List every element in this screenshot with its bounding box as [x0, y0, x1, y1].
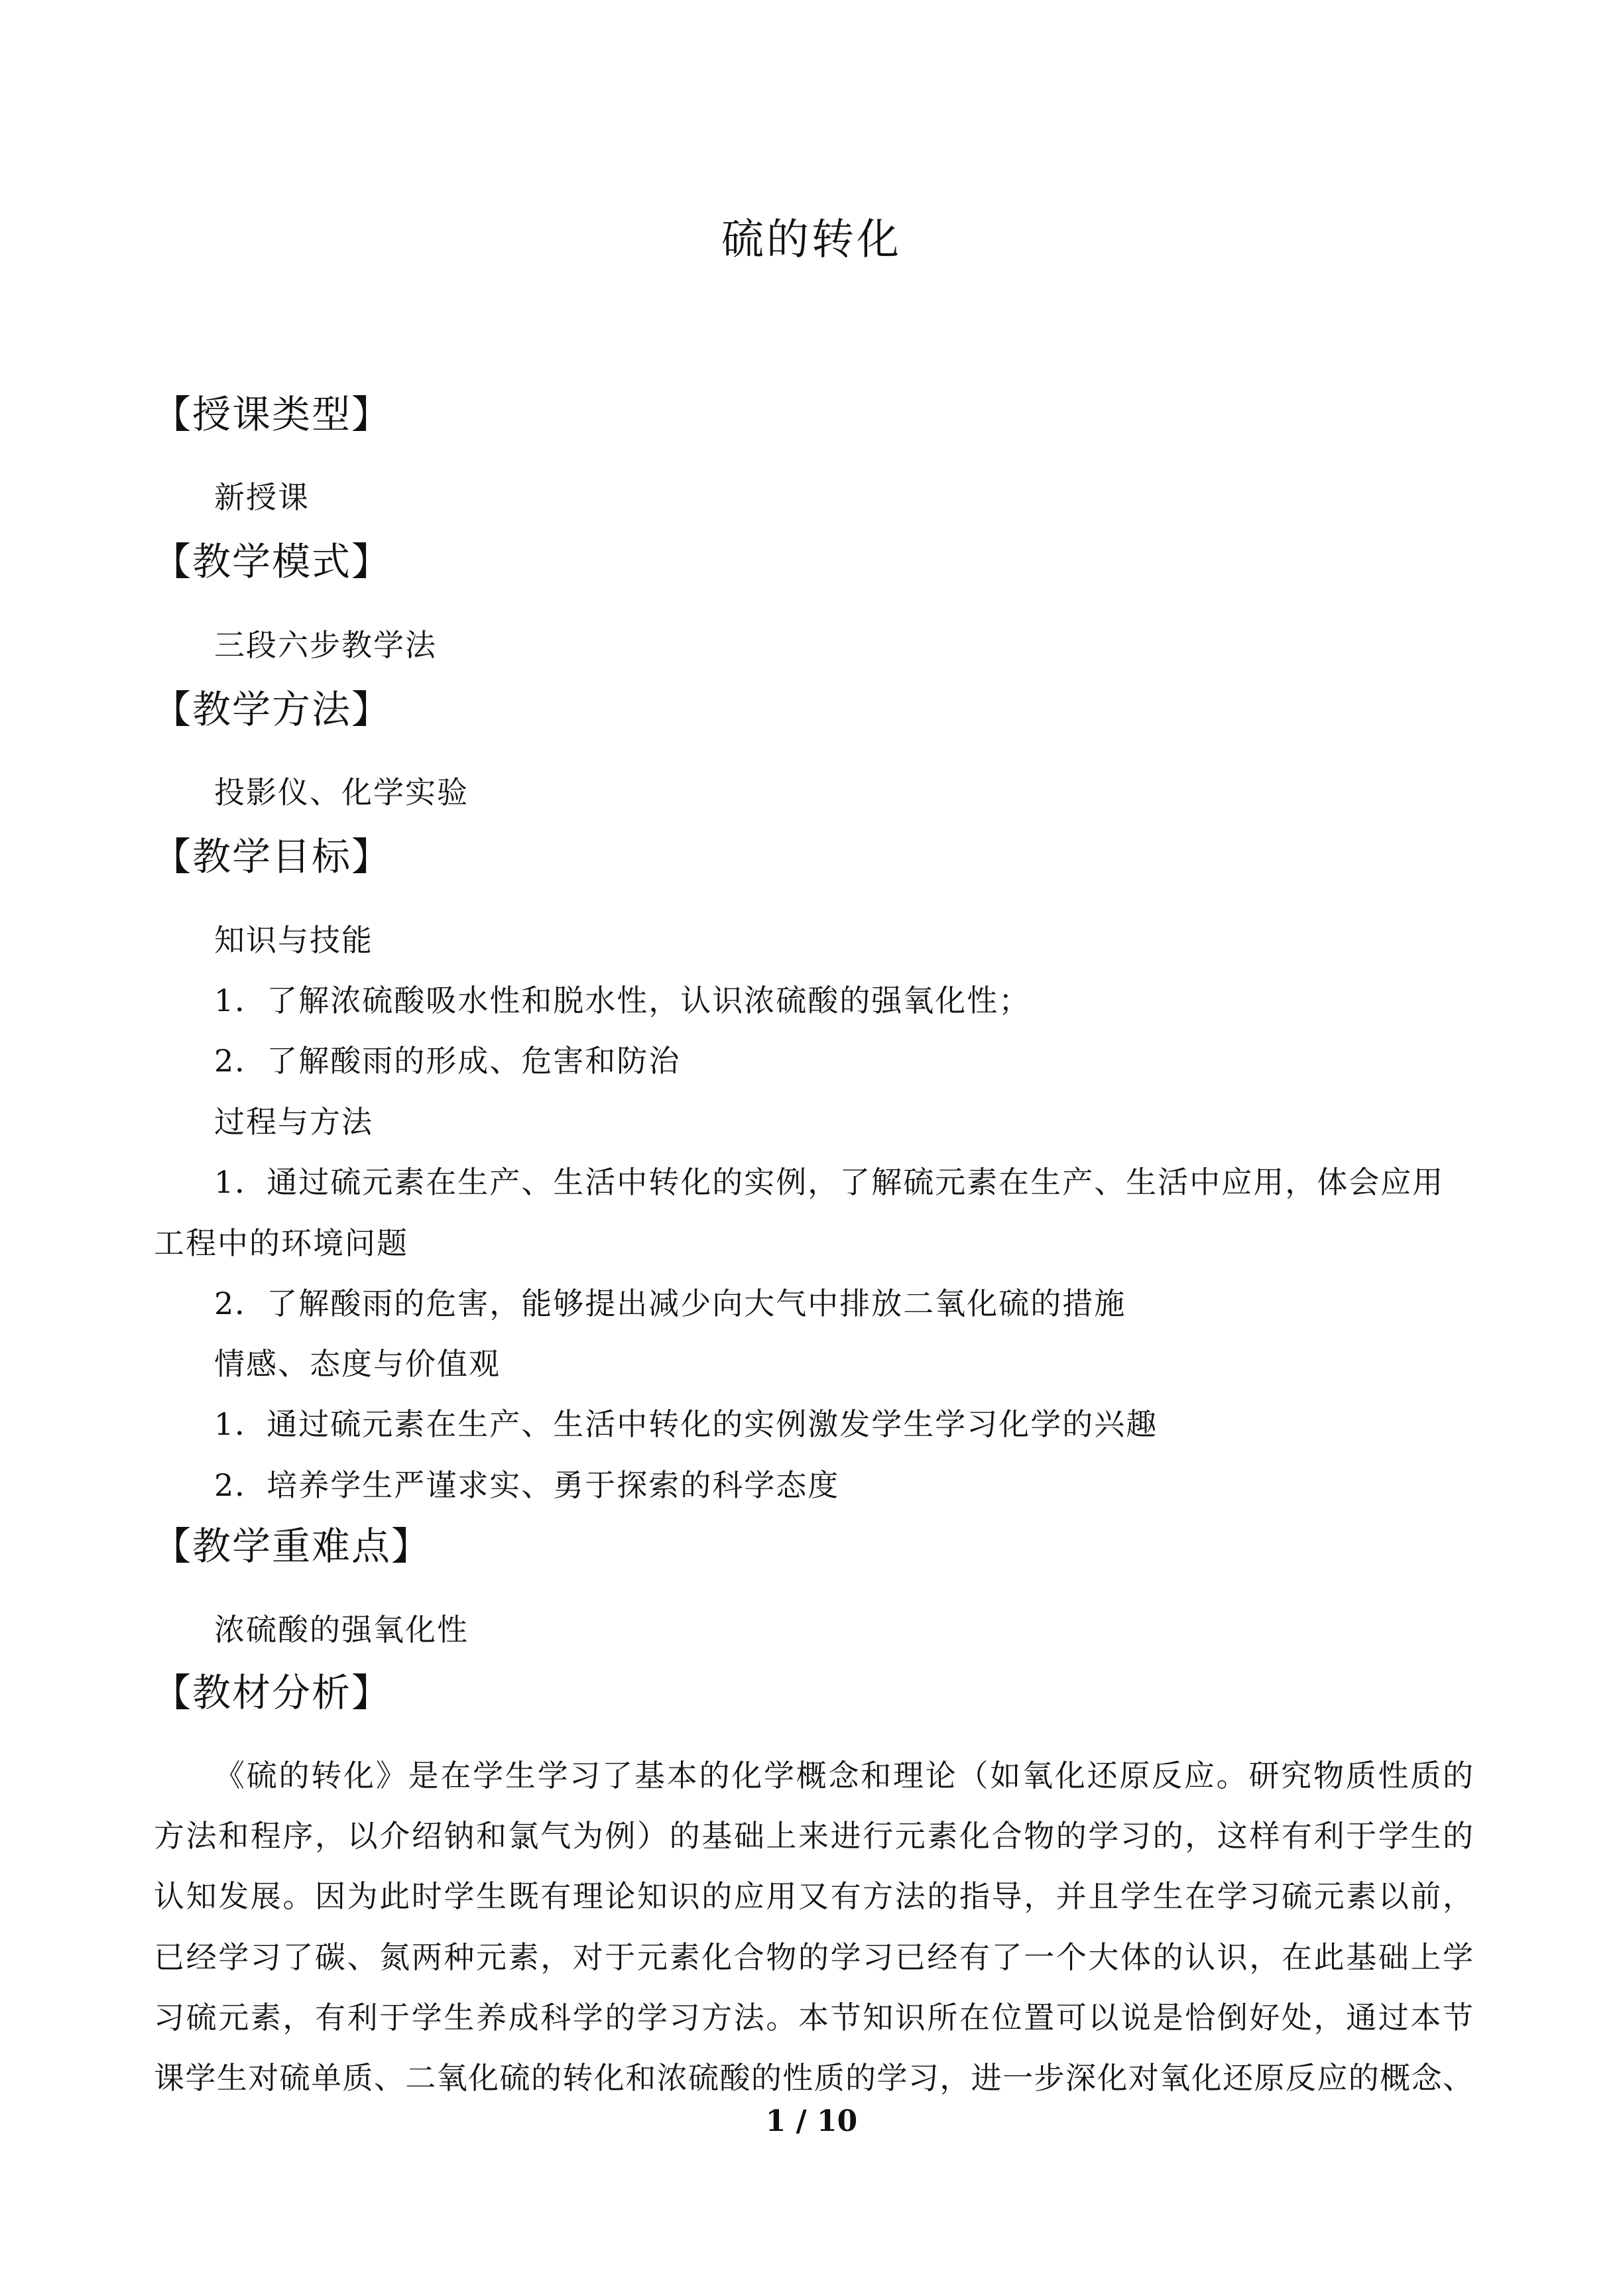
goal-line: 2．了解酸雨的危害，能够提出减少向大气中排放二氧化硫的措施 [214, 1286, 1126, 1321]
section-heading-lesson-type: 【授课类型】 [152, 392, 392, 437]
goal-line: 2．培养学生严谨求实、勇于探索的科学态度 [214, 1467, 840, 1503]
paragraph-line: 认知发展。因为此时学生既有理论知识的应用又有方法的指导，并且学生在学习硫元素以前， [154, 1878, 1473, 1914]
key-points-content: 浓硫酸的强氧化性 [214, 1612, 469, 1648]
document-title: 硫的转化 [721, 215, 902, 265]
teaching-method-content: 投影仪、化学实验 [214, 774, 469, 810]
goal-line: 2．了解酸雨的形成、危害和防治 [214, 1043, 681, 1079]
goal-line: 情感、态度与价值观 [214, 1346, 501, 1382]
section-heading-teaching-mode: 【教学模式】 [152, 539, 392, 584]
section-heading-textbook-analysis: 【教材分析】 [152, 1670, 392, 1715]
section-heading-key-points: 【教学重难点】 [152, 1524, 432, 1569]
paragraph-line: 已经学习了碳、氮两种元素，对于元素化合物的学习已经有了一个大体的认识，在此基础上学 [154, 1939, 1473, 1975]
goal-line: 工程中的环境问题 [154, 1225, 408, 1261]
goal-line: 过程与方法 [214, 1104, 373, 1140]
goal-line: 1．了解浓硫酸吸水性和脱水性，认识浓硫酸的强氧化性； [214, 983, 1031, 1018]
section-heading-teaching-goals: 【教学目标】 [152, 834, 392, 879]
paragraph-line: 方法和程序，以介绍钠和氯气为例）的基础上来进行元素化合物的学习的，这样有利于学生的 [154, 1818, 1473, 1854]
lesson-type-content: 新授课 [214, 479, 310, 515]
section-heading-teaching-method: 【教学方法】 [152, 687, 392, 732]
paragraph-line: 习硫元素，有利于学生养成科学的学习方法。本节知识所在位置可以说是恰倒好处，通过本节 [154, 2000, 1473, 2035]
goal-line: 1．通过硫元素在生产、生活中转化的实例，了解硫元素在生产、生活中应用，体会应用 [214, 1164, 1445, 1200]
paragraph-line: 《硫的转化》是在学生学习了基本的化学概念和理论（如氧化还原反应。研究物质性质的 [214, 1758, 1473, 1793]
goal-line: 知识与技能 [214, 922, 373, 958]
paragraph-line: 课学生对硫单质、二氧化硫的转化和浓硫酸的性质的学习，进一步深化对氧化还原反应的概念、 [154, 2060, 1473, 2096]
page-number: 1 / 10 [765, 2104, 858, 2138]
goal-line: 1．通过硫元素在生产、生活中转化的实例激发学生学习化学的兴趣 [214, 1406, 1158, 1442]
teaching-mode-content: 三段六步教学法 [214, 627, 437, 663]
